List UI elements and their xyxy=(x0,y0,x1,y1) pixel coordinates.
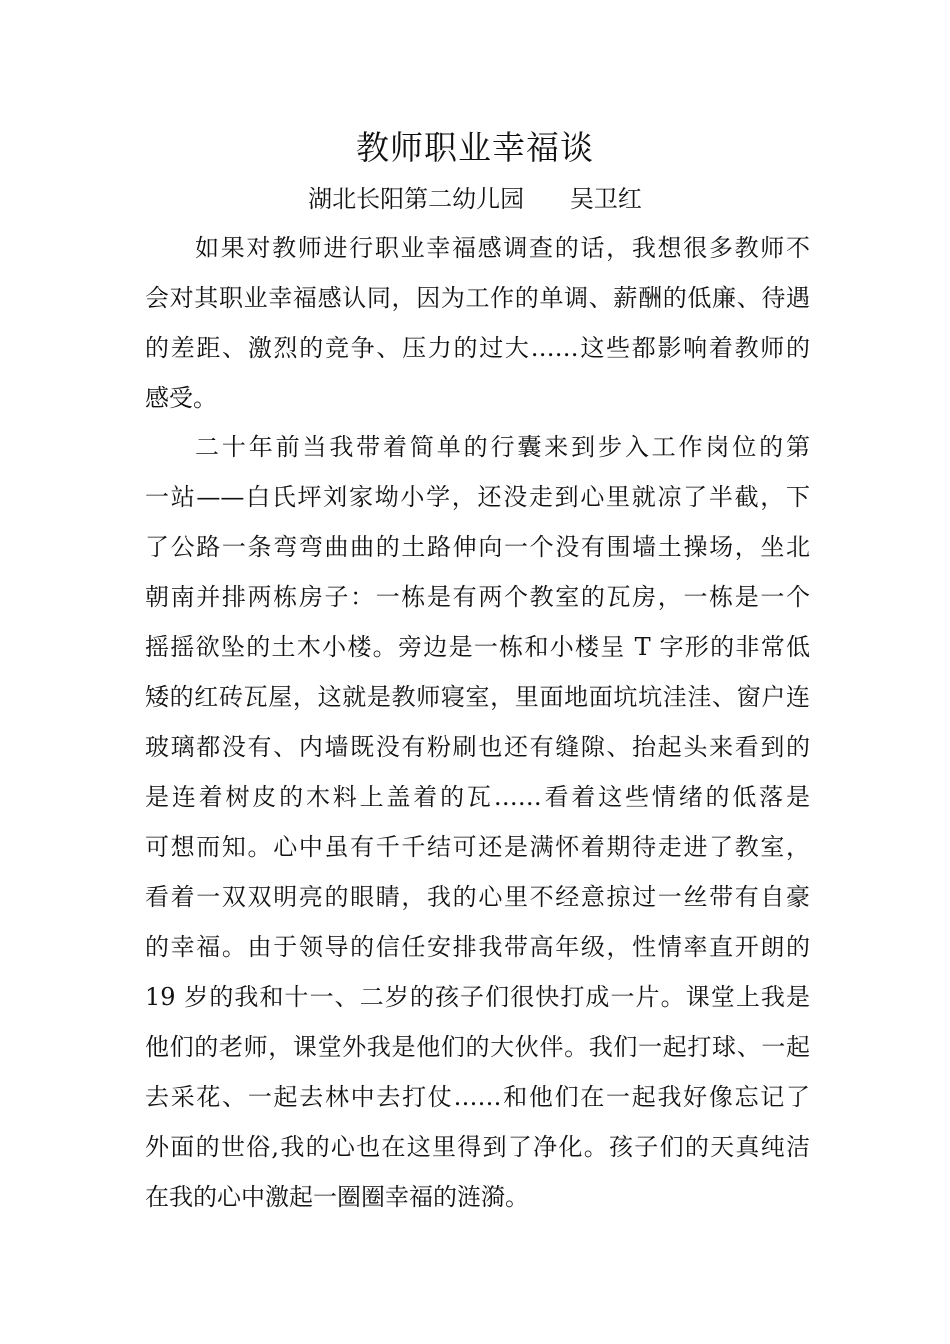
paragraph-line: 外面的世俗,我的心也在这里得到了净化。孩子们的天真纯洁 xyxy=(145,1133,810,1161)
paragraph-line: 的幸福。由于领导的信任安排我带高年级，性情率直开朗的 xyxy=(145,933,810,961)
paragraph-line: 的差距、激烈的竞争、压力的过大……这些都影响着教师的 xyxy=(145,334,810,362)
paragraph-line: 摇摇欲坠的土木小楼。旁边是一栋和小楼呈 T 字形的非常低 xyxy=(145,633,810,661)
paragraph-line: 朝南并排两栋房子：一栋是有两个教室的瓦房，一栋是一个 xyxy=(145,583,810,611)
paragraph-line: 去采花、一起去林中去打仗……和他们在一起我好像忘记了 xyxy=(145,1083,810,1111)
paragraph-line: 感受。 xyxy=(145,384,217,412)
paragraph-line: 他们的老师，课堂外我是他们的大伙伴。我们一起打球、一起 xyxy=(145,1033,810,1061)
author-byline: 湖北长阳第二幼儿园 吴卫红 xyxy=(308,185,642,213)
paragraph-line: 19 岁的我和十一、二岁的孩子们很快打成一片。课堂上我是 xyxy=(145,983,810,1011)
paragraph-line: 看着一双双明亮的眼睛，我的心里不经意掠过一丝带有自豪 xyxy=(145,883,810,911)
paragraph-2 xyxy=(145,422,810,1222)
paragraph-line: 如果对教师进行职业幸福感调查的话，我想很多教师不 xyxy=(195,234,810,262)
document-title: 教师职业幸福谈 xyxy=(356,128,594,167)
paragraph-line: 矮的红砖瓦屋，这就是教师寝室，里面地面坑坑洼洼、窗户连 xyxy=(145,683,810,711)
paragraph-line: 二十年前当我带着简单的行囊来到步入工作岗位的第 xyxy=(195,433,810,461)
paragraph-line: 可想而知。心中虽有千千结可还是满怀着期待走进了教室， xyxy=(145,833,810,861)
paragraph-1 xyxy=(145,223,810,423)
paragraph-line: 在我的心中激起一圈圈幸福的涟漪。 xyxy=(145,1183,529,1211)
paragraph-line: 会对其职业幸福感认同，因为工作的单调、薪酬的低廉、待遇 xyxy=(145,284,810,312)
paragraph-line: 是连着树皮的木料上盖着的瓦……看着这些情绪的低落是 xyxy=(145,783,810,811)
paragraph-line: 一站——白氏坪刘家坳小学，还没走到心里就凉了半截，下 xyxy=(145,483,810,511)
paragraph-line: 玻璃都没有、内墙既没有粉刷也还有缝隙、抬起头来看到的 xyxy=(145,733,810,761)
paragraph-line: 了公路一条弯弯曲曲的土路伸向一个没有围墙土操场，坐北 xyxy=(145,533,810,561)
